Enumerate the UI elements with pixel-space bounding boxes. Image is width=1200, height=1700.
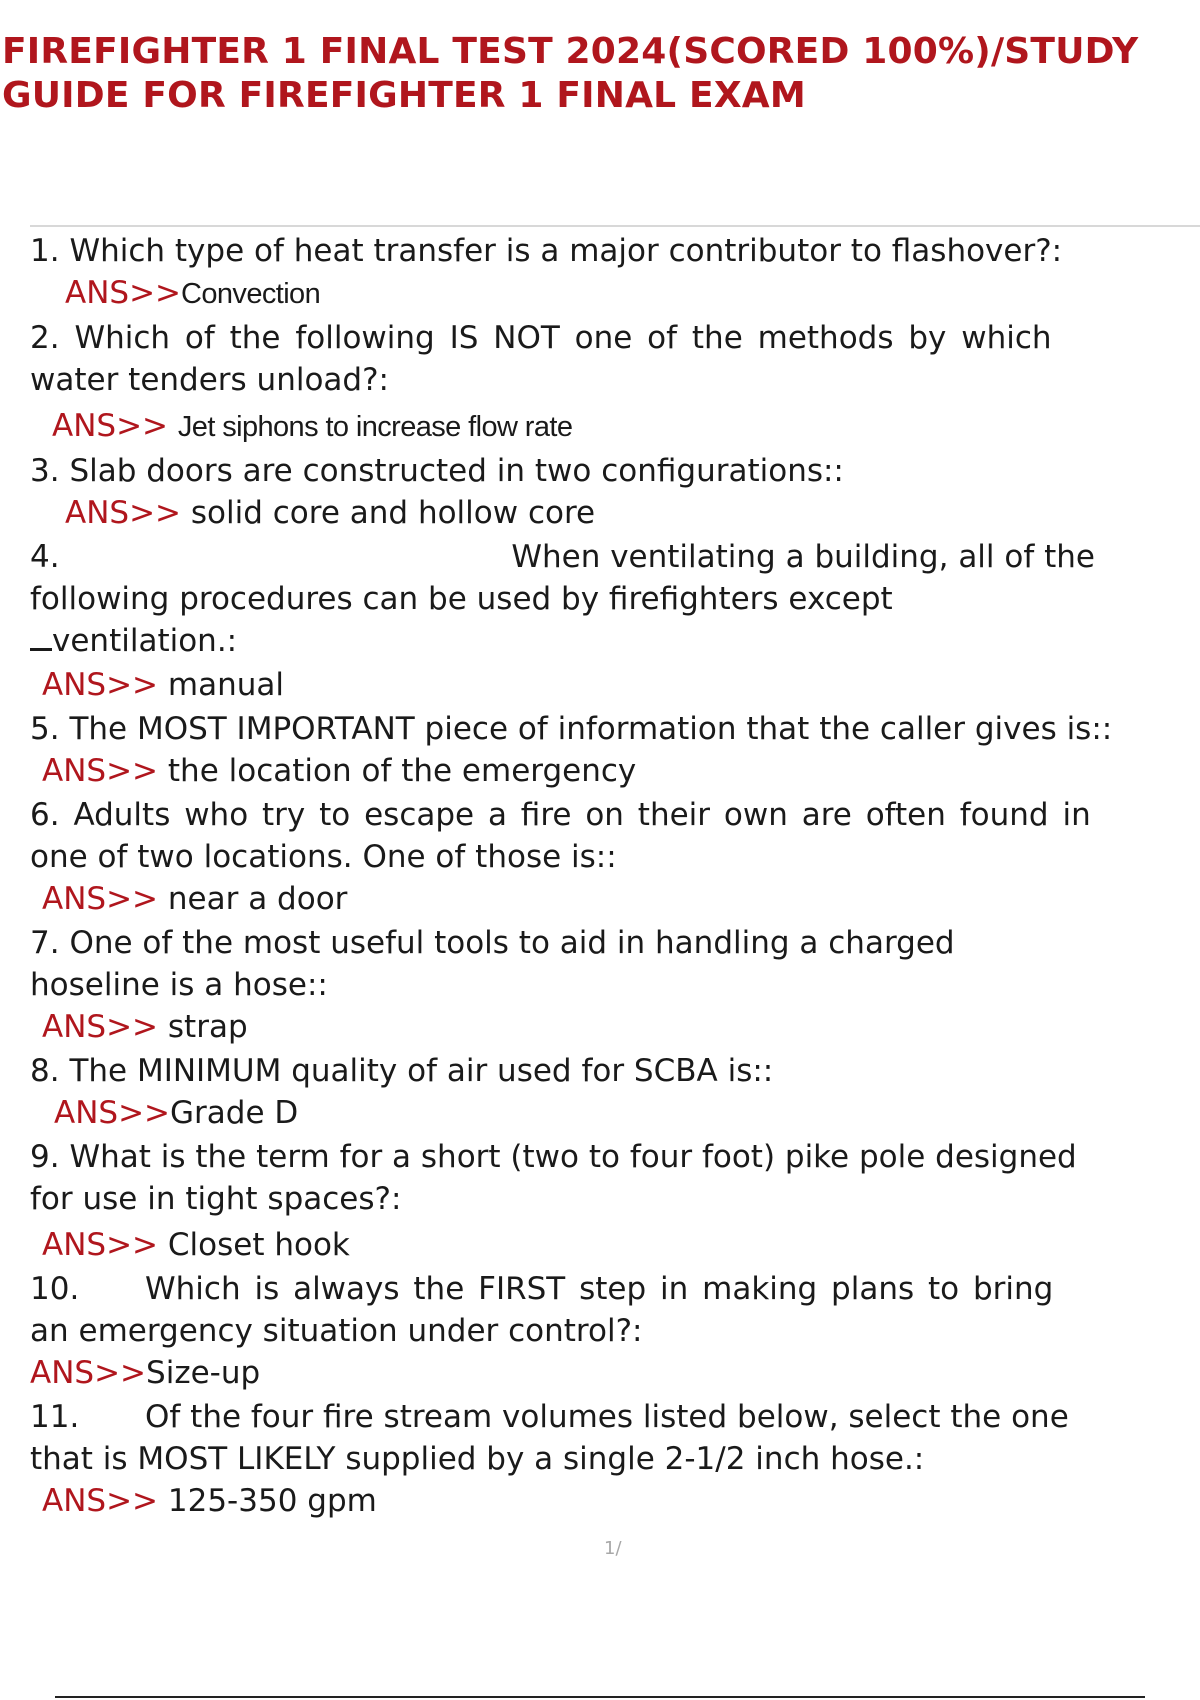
question-number: 9. — [30, 1139, 60, 1175]
top-divider — [30, 225, 1200, 227]
answer-prefix: ANS>> — [65, 495, 182, 531]
question-2-cont — [30, 359, 1190, 401]
answer-3 — [30, 492, 1190, 534]
question-4-cont-2 — [30, 620, 1190, 662]
answer-prefix: ANS>> — [65, 275, 182, 311]
answer-text: manual — [167, 667, 284, 703]
question-list — [30, 230, 1190, 1524]
question-10 — [30, 1268, 1190, 1310]
question-2 — [30, 317, 1190, 359]
question-number: 5. — [30, 711, 60, 747]
question-7-cont — [30, 964, 1190, 1006]
question-text: The MOST IMPORTANT piece of information that the caller gives is:: — [69, 711, 1113, 747]
answer-4 — [30, 664, 1190, 706]
question-9-cont — [30, 1178, 1190, 1220]
question-number: 4. — [30, 539, 60, 575]
question-text: Which is always the FIRST step in making plans to bring — [145, 1271, 1054, 1307]
question-number: 11. — [30, 1399, 80, 1435]
answer-text: Closet hook — [167, 1227, 350, 1263]
question-5 — [30, 708, 1190, 750]
answer-prefix: ANS>> — [42, 1009, 159, 1045]
question-number: 2. — [30, 320, 60, 356]
question-text: Adults who try to escape a fire on their own are often found in — [73, 797, 1091, 833]
question-number: 8. — [30, 1053, 60, 1089]
question-10-cont — [30, 1310, 1190, 1352]
question-3 — [30, 450, 1190, 492]
answer-1 — [30, 272, 1190, 315]
question-text: One of the most useful tools to aid in handling a charged — [69, 925, 955, 961]
bottom-divider — [55, 1696, 1145, 1698]
question-text: When ventilating a building, all of the — [511, 539, 1095, 575]
question-number: 1. — [30, 233, 60, 269]
question-text: following procedures can be used by firefighters except — [30, 581, 893, 617]
answer-prefix: ANS>> — [54, 1095, 171, 1131]
answer-prefix: ANS>> — [42, 667, 159, 703]
question-number: 10. — [30, 1271, 80, 1307]
question-9 — [30, 1136, 1190, 1178]
answer-text: near a door — [167, 881, 348, 917]
question-number: 7. — [30, 925, 60, 961]
question-text: hoseline is a hose:: — [30, 967, 328, 1003]
question-number: 3. — [30, 453, 60, 489]
question-6-cont — [30, 836, 1190, 878]
answer-5 — [30, 750, 1190, 792]
question-8 — [30, 1050, 1190, 1092]
document-title: FIREFIGHTER 1 FINAL TEST 2024(SCORED 100%)/STUDY GUIDE FOR FIREFIGHTER 1 FINAL EXAM — [2, 31, 1139, 116]
answer-text: Convection — [181, 278, 321, 310]
question-text: that is MOST LIKELY supplied by a single 2-1/2 inch hose.: — [30, 1441, 925, 1477]
question-1 — [30, 230, 1190, 272]
question-text: Which of the following IS NOT one of the methods by which — [74, 320, 1052, 356]
answer-9 — [30, 1224, 1190, 1266]
answer-text: Grade D — [170, 1095, 299, 1131]
question-text: ventilation.: — [52, 623, 238, 659]
answer-8 — [30, 1092, 1190, 1134]
question-11-cont — [30, 1438, 1190, 1480]
question-text: Which type of heat transfer is a major contributor to flashover?: — [69, 233, 1063, 269]
answer-text: Jet siphons to increase flow rate — [177, 411, 573, 443]
question-4-cont — [30, 578, 1190, 620]
answer-text: Size-up — [146, 1355, 261, 1391]
answer-text: 125-350 gpm — [167, 1483, 377, 1519]
question-text: What is the term for a short (two to four foot) pike pole designed — [69, 1139, 1077, 1175]
question-text: one of two locations. One of those is:: — [30, 839, 617, 875]
question-text: The MINIMUM quality of air used for SCBA is:: — [69, 1053, 774, 1089]
answer-7 — [30, 1006, 1190, 1048]
answer-text: solid core and hollow core — [190, 495, 596, 531]
question-text: Slab doors are constructed in two configurations:: — [69, 453, 844, 489]
question-text: an emergency situation under control?: — [30, 1313, 643, 1349]
page-number: 1/ — [604, 1538, 622, 1559]
question-4 — [30, 536, 1190, 578]
question-text: for use in tight spaces?: — [30, 1181, 402, 1217]
answer-prefix: ANS>> — [42, 1483, 159, 1519]
answer-11 — [30, 1480, 1190, 1522]
answer-2 — [30, 405, 1190, 448]
answer-10 — [30, 1352, 1190, 1394]
answer-prefix: ANS>> — [42, 881, 159, 917]
question-6 — [30, 794, 1190, 836]
fill-in-blank — [30, 626, 52, 651]
question-11 — [30, 1396, 1190, 1438]
answer-prefix: ANS>> — [52, 408, 169, 444]
question-number: 6. — [30, 797, 60, 833]
question-text: Of the four fire stream volumes listed below, select the one — [145, 1399, 1069, 1435]
answer-prefix: ANS>> — [42, 1227, 159, 1263]
answer-text: the location of the emergency — [167, 753, 637, 789]
answer-6 — [30, 878, 1190, 920]
question-text: water tenders unload?: — [30, 362, 389, 398]
answer-text: strap — [167, 1009, 248, 1045]
answer-prefix: ANS>> — [30, 1355, 147, 1391]
question-7 — [30, 922, 1190, 964]
answer-prefix: ANS>> — [42, 753, 159, 789]
